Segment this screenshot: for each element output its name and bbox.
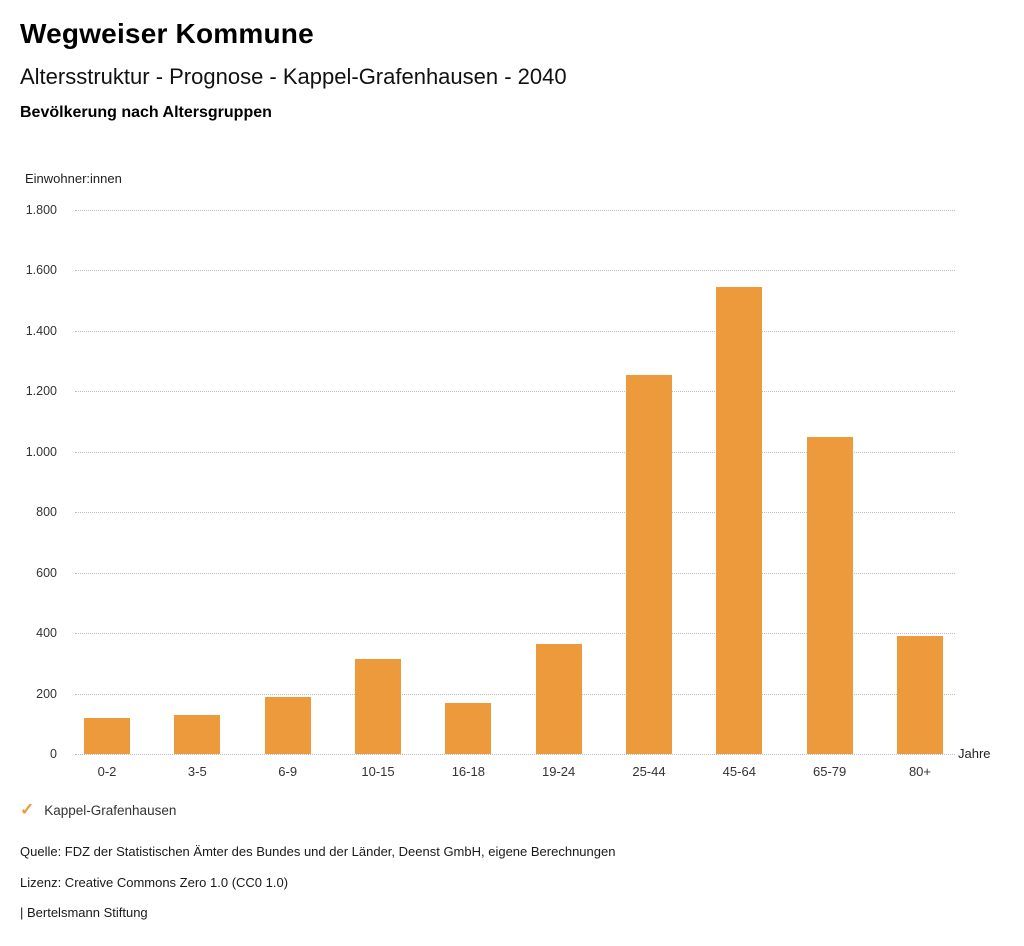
source-text: Quelle: FDZ der Statistischen Ämter des Bundes und der Länder, Deenst GmbH, eigene Berechnungen <box>20 844 616 859</box>
y-tick-label-1.600: 1.600 <box>25 263 57 278</box>
x-tick-label-25-44: 25-44 <box>632 764 666 779</box>
bar-0-2[interactable] <box>84 718 130 754</box>
y-tick-label-1.800: 1.800 <box>25 203 57 217</box>
x-axis-tick-labels <box>75 764 955 784</box>
gridline-1.400 <box>75 331 955 332</box>
x-tick-label-0-2: 0-2 <box>97 764 117 779</box>
y-tick-label-600: 600 <box>36 565 57 580</box>
x-axis-title: Jahre <box>958 746 991 761</box>
plot-area <box>75 210 955 754</box>
page-title: Wegweiser Kommune <box>20 18 314 49</box>
x-tick-label-10-15: 10-15 <box>361 764 395 779</box>
chart-subtitle: Altersstruktur - Prognose - Kappel-Grafenhausen - 2040 <box>20 64 567 89</box>
bar-25-44[interactable] <box>626 375 672 754</box>
bar-16-18[interactable] <box>445 703 491 754</box>
license-text: Lizenz: Creative Commons Zero 1.0 (CC0 1.0) <box>20 875 289 890</box>
bar-3-5[interactable] <box>174 715 220 754</box>
bar-45-64[interactable] <box>716 287 762 754</box>
bar-6-9[interactable] <box>265 697 311 754</box>
x-tick-label-6-9: 6-9 <box>278 764 298 779</box>
legend-label: Kappel-Grafenhausen <box>44 802 177 818</box>
x-tick-label-45-64: 45-64 <box>722 764 756 779</box>
y-tick-label-400: 400 <box>36 626 57 641</box>
x-tick-label-19-24: 19-24 <box>542 764 576 779</box>
x-tick-label-3-5: 3-5 <box>187 764 207 779</box>
chart-heading: Bevölkerung nach Altersgruppen <box>20 104 272 121</box>
bar-65-79[interactable] <box>807 437 853 754</box>
y-tick-label-1.200: 1.200 <box>25 384 57 399</box>
y-tick-label-800: 800 <box>36 505 57 520</box>
brand-text: | Bertelsmann Stiftung <box>20 905 148 920</box>
bar-19-24[interactable] <box>536 644 582 754</box>
y-tick-label-1.000: 1.000 <box>25 444 57 459</box>
y-tick-label-1.400: 1.400 <box>25 323 57 338</box>
legend-item-kappel-grafenhausen[interactable] <box>20 801 176 819</box>
x-tick-label-65-79: 65-79 <box>813 764 847 779</box>
gridline-1.600 <box>75 270 955 271</box>
y-axis-tick-labels <box>0 203 57 761</box>
x-tick-label-80+: 80+ <box>908 764 931 779</box>
bar-10-15[interactable] <box>355 659 401 754</box>
y-axis-title: Einwohner:innen <box>25 171 122 186</box>
gridline-0 <box>75 754 955 755</box>
y-tick-label-200: 200 <box>36 686 57 701</box>
x-tick-label-16-18: 16-18 <box>451 764 485 779</box>
y-tick-label-0: 0 <box>50 747 57 761</box>
gridline-1.800 <box>75 210 955 211</box>
gridline-1.200 <box>75 391 955 392</box>
legend-check-icon: ✓ <box>20 800 35 819</box>
bar-80+[interactable] <box>897 636 943 754</box>
